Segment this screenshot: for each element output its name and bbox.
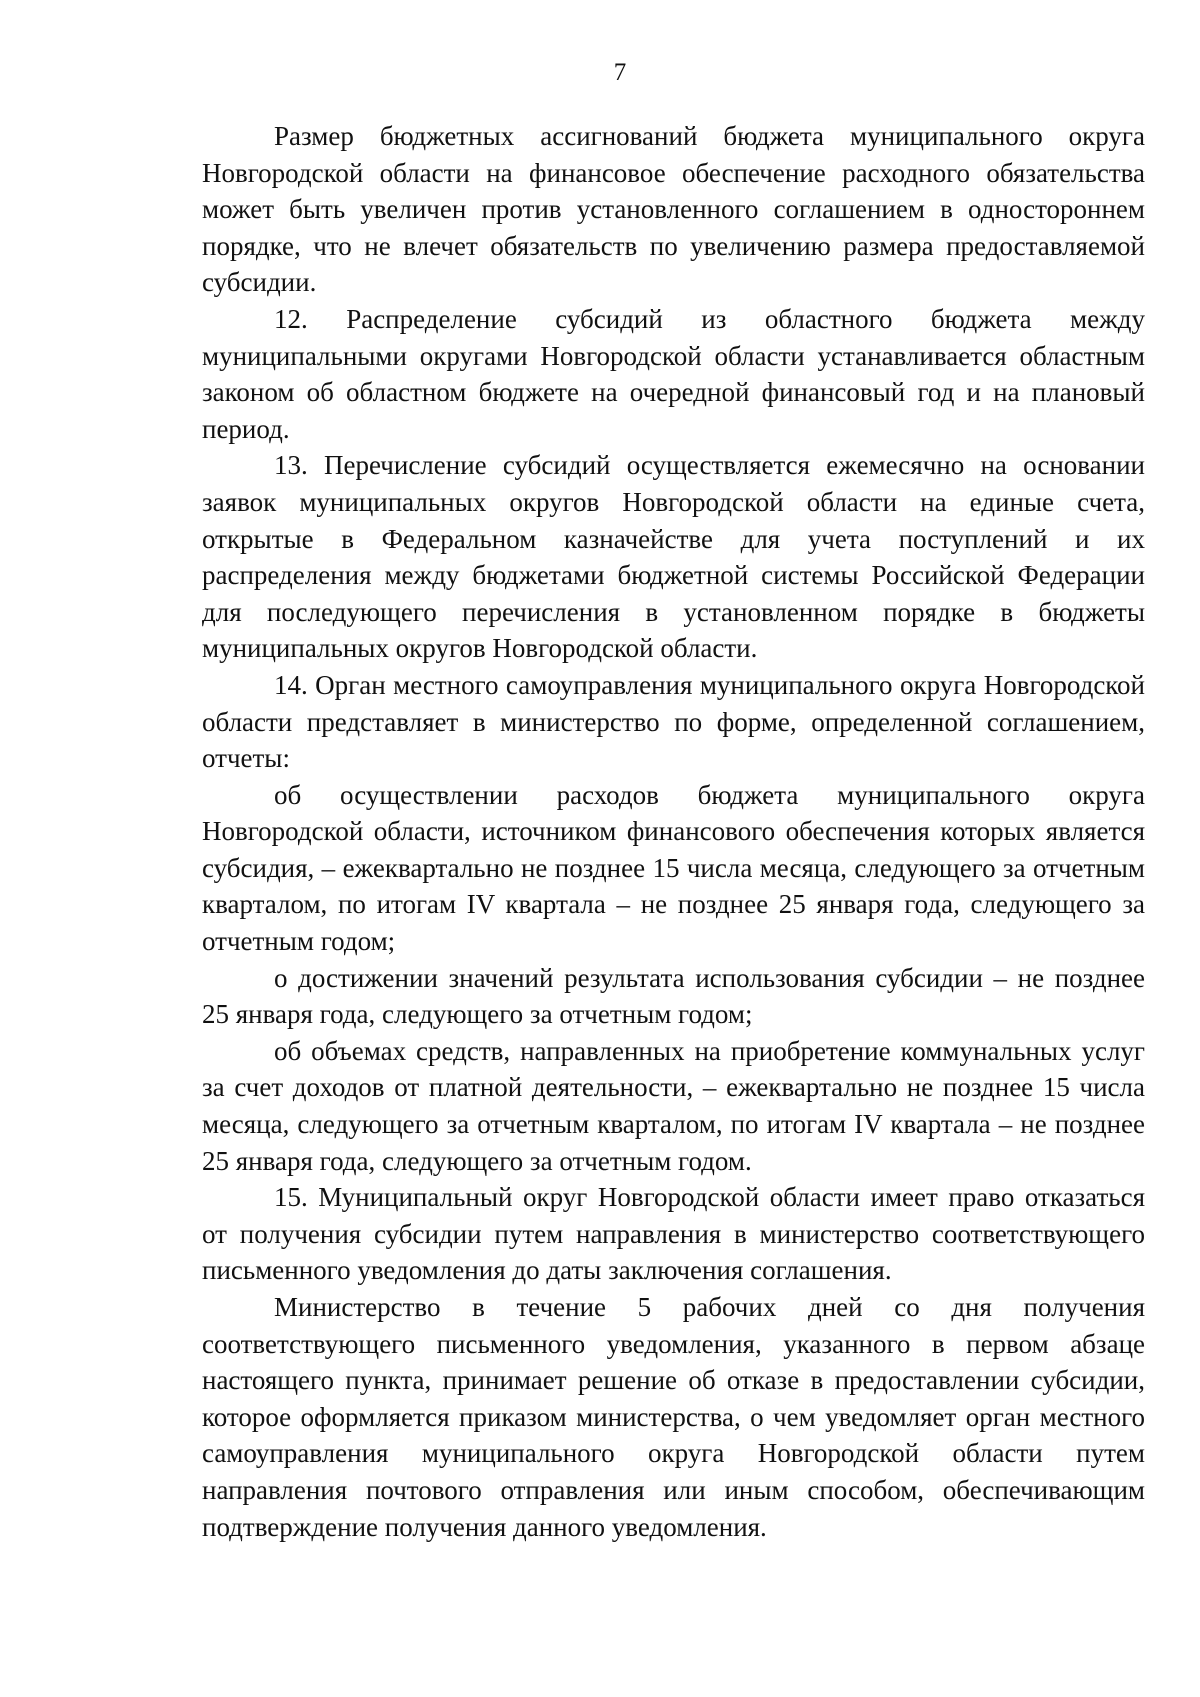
paragraph-report-results: о достижении значений результата использования субсидии – не позднее 25 января года, следующего за отчетным годом; [202, 962, 1145, 1030]
paragraph-item-15: 15. Муниципальный округ Новгородской области имеет право отказаться от получения субсидии путем направления в министерство соответствующего письменного уведомления до даты заключения соглашения. [202, 1182, 1145, 1286]
paragraph-item-12: 12. Распределение субсидий из областного бюджета между муниципальными округами Новгородской области устанавливается областным законом об областном бюджете на очередной финансовый год и на плановый период. [202, 303, 1145, 444]
paragraph-report-utilities: об объемах средств, направленных на приобретение коммунальных услуг за счет доходов от платной деятельности, – ежеквартально не позднее 15 числа месяца, следующего за отчетным кварталом, по итогам IV квартала – не позднее 25 января года, следующего за отчетным годом. [202, 1035, 1145, 1176]
page-number: 7 [613, 59, 627, 86]
paragraph-report-expenses: об осуществлении расходов бюджета муниципального округа Новгородской области, источником финансового обеспечения которых является субсидия, – ежеквартально не позднее 15 числа месяца, следующего за отчетным кварталом, по итогам IV квартала – не позднее 25 января года, следующего за отчетным годом; [202, 779, 1145, 957]
paragraph-ministry-decision: Министерство в течение 5 рабочих дней со дня получения соответствующего письменного уведомления, указанного в первом абзаце настоящего пункта, принимает решение об отказе в предоставлении субсидии, которое оформляется приказом министерства, о чем уведомляет орган местного самоуправления муниципального округа Новгородской области путем направления почтового отправления или иным способом, обеспечивающим подтверждение получения данного уведомления. [202, 1292, 1145, 1542]
document-body [202, 118, 1145, 1545]
paragraph-item-14: 14. Орган местного самоуправления муниципального округа Новгородской области представляет в министерство по форме, определенной соглашением, отчеты: [202, 669, 1145, 774]
paragraph-item-13: 13. Перечисление субсидий осуществляется ежемесячно на основании заявок муниципальных округов Новгородской области на единые счета, открытые в Федеральном казначействе для учета поступлений и их распределения между бюджетами бюджетной системы Российской Федерации для последующего перечисления в установленном порядке в бюджеты муниципальных округов Новгородской области. [202, 450, 1145, 664]
paragraph-budget-allocation: Размер бюджетных ассигнований бюджета муниципального округа Новгородской области на финансовое обеспечение расходного обязательства может быть увеличен против установленного соглашением в одностороннем порядке, что не влечет обязательств по увеличению размера предоставляемой субсидии. [202, 121, 1145, 298]
